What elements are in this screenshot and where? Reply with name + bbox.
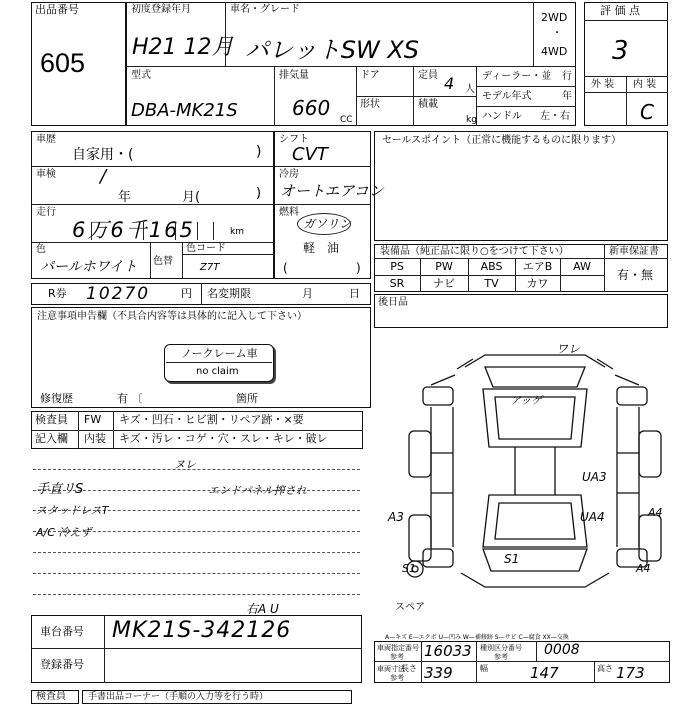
height-label: 高さ <box>597 664 613 673</box>
diag-s1-center: S1 <box>504 552 520 566</box>
interior-row-label: 内装 <box>84 432 106 445</box>
capacity-unit: 人 <box>465 84 475 95</box>
remark-5: エンドパネル搾され <box>208 484 307 497</box>
diag-spare: スペア <box>395 602 425 613</box>
color-label: 色 <box>36 244 46 255</box>
damage-legend: A—キズ E—エクボ U—凹み W—補修跡 S—サビ C—腐食 XX—交換 <box>385 634 569 641</box>
equipment-title: 装備品（純正品に限り○をつけて下さい） <box>380 246 569 257</box>
interior-label: 内 装 <box>633 79 657 90</box>
model-name-label: 車名・グレード <box>230 4 300 15</box>
fuel-diesel: 軽 油 <box>303 241 340 255</box>
diag-ua3: UA3 <box>582 470 607 484</box>
no-claim-en: no claim <box>196 366 239 377</box>
diag-windshield-note: ワレ <box>556 342 581 356</box>
designation-ref: 参考 <box>390 653 404 661</box>
height-value: 173 <box>616 664 645 682</box>
designation-label: 車両指定番号 <box>377 644 419 652</box>
rating-label: 評 価 点 <box>600 4 640 17</box>
model-name-value: パレットSW XS <box>245 36 420 64</box>
designation-value: 16033 <box>424 642 472 660</box>
size-ref: 参考 <box>390 674 404 682</box>
warranty-label: 新車保証書 <box>609 246 659 257</box>
chassis-label: 車台番号 <box>40 625 84 638</box>
after-install-box <box>374 294 668 328</box>
recycle-label: R券 <box>48 287 67 300</box>
after-install-label: 後日品 <box>378 297 408 308</box>
length-value: 339 <box>424 664 453 682</box>
repair-value: 有 〔 <box>117 392 143 405</box>
drive-dot: ・ <box>552 28 562 39</box>
ac-label: 冷房 <box>279 169 299 180</box>
displacement-unit: CC <box>340 115 353 125</box>
exterior-label: 外 装 <box>591 79 615 90</box>
diag-ua4: UA4 <box>580 510 605 524</box>
inspection-label: 車検 <box>36 169 56 180</box>
history-value: 自家用・( <box>72 147 134 163</box>
fw-items: キズ・凹石・ヒビ割・リペア跡・×要 <box>119 413 304 426</box>
equip-sr: SR <box>389 277 405 290</box>
history-label: 車歴 <box>36 134 56 145</box>
equip-pw: PW <box>435 260 453 273</box>
displacement-label: 排気量 <box>279 70 309 81</box>
bottom-inspector-label: 検査員 <box>36 691 66 702</box>
remark-1: ヌレ <box>174 458 196 471</box>
equip-navi: ナビ <box>433 277 455 290</box>
inspection-month: 月( <box>182 190 201 205</box>
shift-label: シフト <box>279 134 309 145</box>
model-year-unit: 年 <box>562 91 572 102</box>
fuel-value: ガソリン <box>303 217 352 231</box>
equip-aw: AW <box>573 260 591 273</box>
fuel-paren-close: ) <box>356 261 361 275</box>
diag-a4-bottom: A4 <box>636 562 651 575</box>
type-value: DBA-MK21S <box>131 100 238 121</box>
category-label: 種別区分番号 <box>480 644 522 652</box>
first-reg-value: H21 12月 <box>132 35 234 60</box>
rating-score: 3 <box>612 36 629 66</box>
registration-label: 登録番号 <box>40 658 84 671</box>
dealer-suffix: 行 <box>562 71 572 82</box>
lot-number: 605 <box>40 48 86 78</box>
load-unit: kg <box>466 115 477 125</box>
bottom-note: 手書出品コーナー（手順の入力等を行う時） <box>88 692 269 702</box>
width-label: 幅 <box>480 664 488 673</box>
mileage-value: 6万6千165 <box>72 218 195 242</box>
drive-2wd: 2WD <box>541 11 568 24</box>
equip-ps: PS <box>390 260 404 273</box>
handle-label: ハンドル <box>482 111 522 122</box>
interior-items: キズ・汚レ・コゲ・穴・スレ・キレ・破レ <box>119 432 328 445</box>
name-change-day: 日 <box>349 287 360 300</box>
no-claim-jp: ノークレーム車 <box>181 347 258 360</box>
repair-label: 修復歴 <box>40 392 73 405</box>
length-label: 長さ <box>401 664 417 673</box>
notes-title: 注意事項申告欄（不具合内容等は具体的に記入して下さい） <box>37 311 307 322</box>
diag-top-note: アッゲ <box>510 394 543 407</box>
diag-a4-right: A4 <box>648 506 663 519</box>
shape-label: 形状 <box>360 99 380 110</box>
inspection-year: 年 <box>118 190 132 205</box>
fw-label: FW <box>84 413 102 426</box>
remark-3: スタッドレスT <box>36 504 109 517</box>
type-label: 型式 <box>131 70 151 81</box>
shift-value: CVT <box>292 144 328 165</box>
history-paren: ) <box>256 144 262 160</box>
recycle-unit: 円 <box>181 287 192 300</box>
equip-abs: ABS <box>480 260 503 273</box>
inspector-label: 検査員 <box>35 413 68 426</box>
recycle-value: 10270 <box>86 284 151 304</box>
lot-label: 出品番号 <box>35 3 79 16</box>
model-year-label: モデル年式 <box>482 91 532 102</box>
dealer-label: ディーラー・並 <box>482 71 552 82</box>
door-label: ドア <box>360 70 380 81</box>
equip-airbag: エアB <box>522 260 553 273</box>
name-change-month: 月 <box>302 287 313 300</box>
size-label: 車両寸法 <box>377 665 405 673</box>
interior-grade: C <box>640 100 654 124</box>
car-damage-diagram <box>395 335 675 610</box>
displacement-value: 660 <box>292 96 331 120</box>
category-ref: 参考 <box>494 653 508 661</box>
chassis-prefix: 右A U <box>246 602 279 616</box>
equip-leather: カワ <box>526 277 549 290</box>
load-label: 積載 <box>418 99 438 110</box>
width-value: 147 <box>530 664 559 682</box>
color-change-label: 色替 <box>153 256 173 267</box>
color-value: パールホワイト <box>40 259 138 275</box>
repair-tail: 箇所 <box>236 392 258 405</box>
color-code-value: Z7T <box>200 262 220 273</box>
fuel-label: 燃料 <box>279 207 299 218</box>
warranty-options: 有・無 <box>617 268 654 282</box>
category-value: 0008 <box>544 642 580 658</box>
name-change-label: 名変期限 <box>207 287 251 300</box>
remark-4: A/C 冷えず <box>36 526 92 539</box>
drive-4wd: 4WD <box>541 45 568 58</box>
remark-2: 手直リS <box>36 482 84 497</box>
capacity-label: 定員 <box>418 70 438 81</box>
sales-point-box <box>374 131 668 241</box>
handle-options: 左・右 <box>540 111 570 122</box>
diag-s1-left: S1 <box>402 562 416 575</box>
inspection-paren: ) <box>256 186 262 201</box>
capacity-value: 4 <box>444 74 455 93</box>
sales-point-title: セールスポイント（正常に機能するものに限ります） <box>382 135 622 146</box>
diag-a3: A3 <box>388 510 404 524</box>
fuel-paren-open: ( <box>283 261 288 275</box>
chassis-value: MK21S-342126 <box>112 618 292 643</box>
entry-label: 記入欄 <box>35 432 68 445</box>
equip-tv: TV <box>484 277 499 290</box>
first-reg-label: 初度登録年月 <box>131 4 191 15</box>
color-code-label: 色コード <box>186 243 226 254</box>
mileage-unit: km <box>230 227 244 237</box>
mileage-label: 走行 <box>36 207 56 218</box>
ac-value: オートエアコン <box>280 182 384 200</box>
